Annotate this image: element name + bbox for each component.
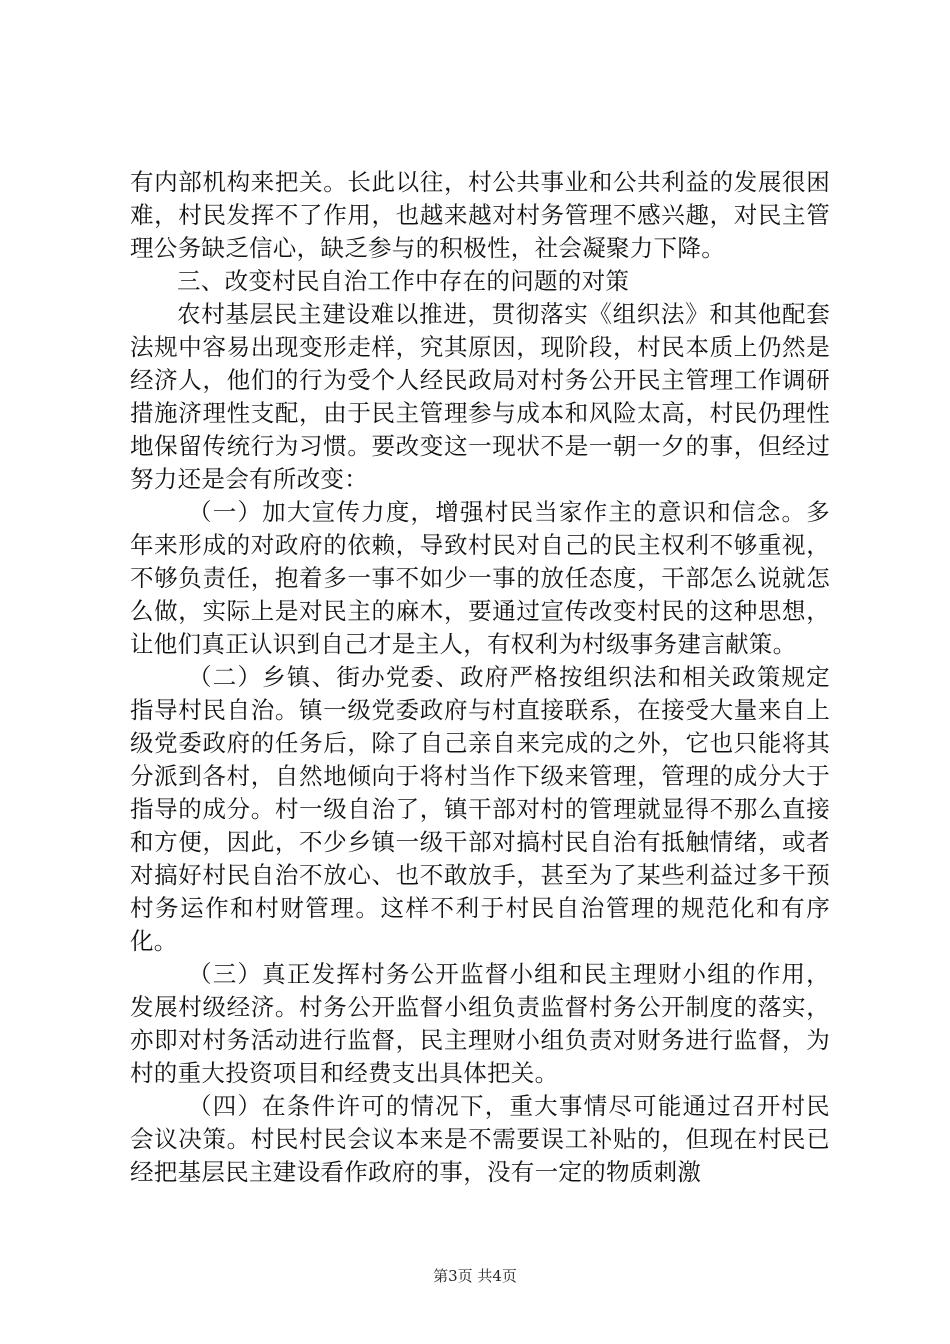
document-body — [130, 166, 830, 1189]
section-heading: 三、改变村民自治工作中存在的问题的对策 — [177, 267, 630, 295]
paragraph-item-1: （一）加大宣传力度，增强村民当家作主的意识和信念。多年来形成的对政府的依赖，导致村民对自己的民主权利不够重视，不够负责任，抱着多一事不如少一事的放任态度，干部怎么说就怎么做，实际上是对民主的麻木，要通过宣传改变村民的这种思想，让他们真正认识到自己才是主人，有权利为村级事务建言献策。 — [130, 498, 830, 658]
paragraph-item-2: （二）乡镇、街办党委、政府严格按组织法和相关政策规定指导村民自治。镇一级党委政府与村直接联系，在接受大量来自上级党委政府的任务后，除了自己亲自来完成的之外，它也只能将其分派到各村，自然地倾向于将村当作下级来管理，管理的成分大于指导的成分。村一级自治了，镇干部对村的管理就显得不那么直接和方便，因此，不少乡镇一级干部对搞村民自治有抵触情绪，或者对搞好村民自治不放心、也不敢放手，甚至为了某些利益过多干预村务运作和村财管理。这样不利于村民自治管理的规范化和有序化。 — [130, 663, 830, 955]
paragraph-continuation: 有内部机构来把关。长此以往，村公共事业和公共利益的发展很困难，村民发挥不了作用，也越来越对村务管理不感兴趣，对民主管理公务缺乏信心，缺乏参与的积极性，社会凝聚力下降。 — [130, 168, 830, 262]
paragraph-item-4: （四）在条件许可的情况下，重大事情尽可能通过召开村民会议决策。村民村民会议本来是不需要误工补贴的，但现在村民已经把基层民主建设看作政府的事，没有一定的物质刺激 — [130, 1092, 830, 1186]
paragraph-item-3: （三）真正发挥村务公开监督小组和民主理财小组的作用，发展村级经济。村务公开监督小组负责监督村务公开制度的落实，亦即对村务活动进行监督，民主理财小组负责对财务进行监督，为村的重大投资项目和经费支出具体把关。 — [130, 960, 830, 1087]
page-number-footer: 第3页 共4页 — [433, 1267, 517, 1285]
paragraph-intro: 农村基层民主建设难以推进，贯彻落实《组织法》和其他配套法规中容易出现变形走样，究其原因，现阶段，村民本质上仍然是经济人，他们的行为受个人经民政局对村务公开民主管理工作调研措施济理性支配，由于民主管理参与成本和风险太高，村民仍理性地保留传统行为习惯。要改变这一现状不是一朝一夕的事，但经过努力还是会有所改变： — [130, 300, 830, 493]
